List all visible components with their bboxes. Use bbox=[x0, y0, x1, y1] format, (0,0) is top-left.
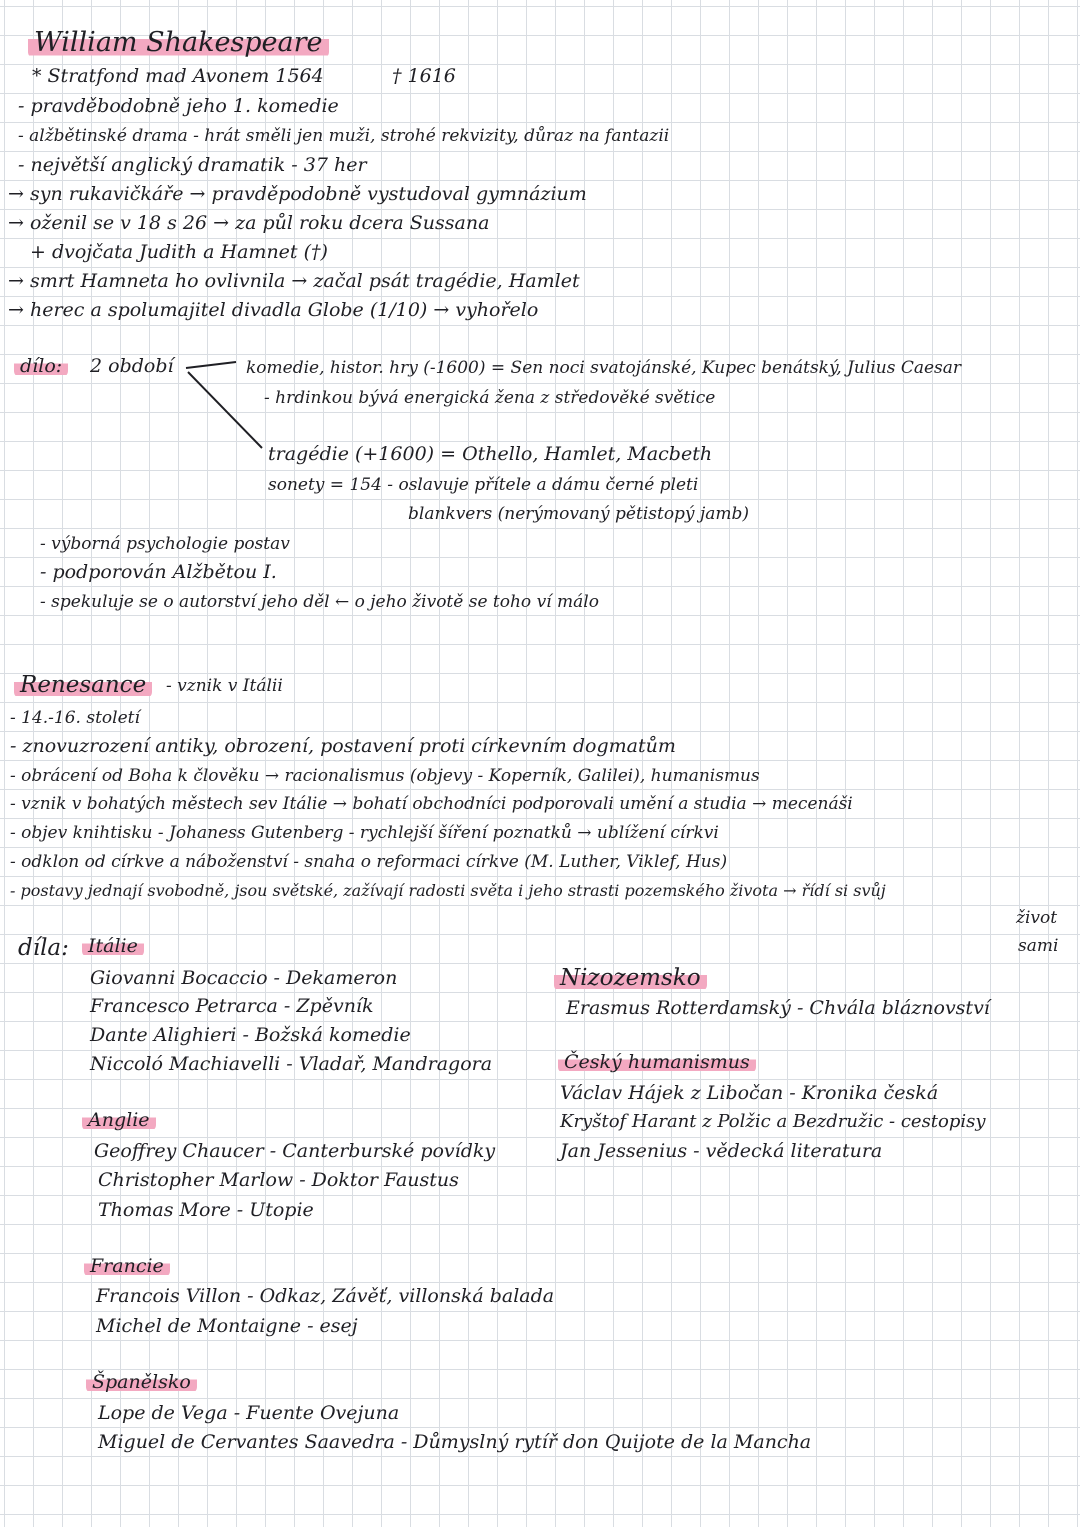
birth-line: * Stratfond mad Avonem 1564 bbox=[32, 65, 324, 87]
hrdinka-line: - hrdinkou bývá energická žena z středověké světice bbox=[264, 388, 716, 408]
renesance-line: - objev knihtisku - Johaness Gutenberg - rychlejší šíření poznatků → ublížení církvi bbox=[10, 823, 719, 843]
note-line: - spekuluje se o autorství jeho děl ← o jeho životě se toho ví málo bbox=[40, 592, 599, 612]
bio-line: → syn rukavičkáře → pravděpodobně vystudoval gymnázium bbox=[8, 183, 587, 205]
bio-line: - pravděbodobně jeho 1. komedie bbox=[18, 95, 339, 117]
country-nizozemsko: Nizozemsko bbox=[554, 964, 707, 992]
author-line: Miguel de Cervantes Saavedra - Důmyslný rytíř don Quijote de la Mancha bbox=[98, 1431, 812, 1453]
renesance-line: - obrácení od Boha k člověku → racionalismus (objevy - Koperník, Galilei), humanismus bbox=[10, 766, 760, 786]
renesance-wrap: sami bbox=[1018, 936, 1059, 956]
shakespeare-title: William Shakespeare bbox=[28, 26, 329, 60]
author-line: Kryštof Harant z Polžic a Bezdružic - cestopisy bbox=[560, 1111, 986, 1132]
author-line: Thomas More - Utopie bbox=[98, 1199, 314, 1221]
bio-line: - alžbětinské drama - hrát směli jen muži, strohé rekvizity, důraz na fantazii bbox=[18, 126, 670, 146]
bio-line: + dvojčata Judith a Hamnet (†) bbox=[30, 241, 328, 263]
renesance-line: - 14.-16. století bbox=[10, 708, 140, 728]
renesance-line: - vznik v bohatých městech sev Itálie → bohatí obchodníci podporovali umění a studia → mecenáši bbox=[10, 794, 853, 814]
renesance-title: Renesance bbox=[14, 671, 152, 699]
renesance-origin: - vznik v Itálii bbox=[166, 676, 283, 696]
dila-label: díla: bbox=[18, 935, 69, 961]
renesance-line: - znovuzrození antiky, obrození, postavení proti církevním dogmatům bbox=[10, 735, 676, 757]
renesance-wrap: život bbox=[1016, 908, 1058, 928]
obdobi: 2 období bbox=[90, 355, 174, 377]
country-francie: Francie bbox=[84, 1254, 170, 1278]
author-line: Francois Villon - Odkaz, Závěť, villonská balada bbox=[96, 1285, 555, 1307]
bio-line: → herec a spolumajitel divadla Globe (1/10) → vyhořelo bbox=[8, 299, 539, 321]
country-italie: Itálie bbox=[82, 934, 144, 958]
author-line: Giovanni Bocaccio - Dekameron bbox=[90, 967, 398, 989]
renesance-line: - postavy jednají svobodně, jsou světské, zažívají radosti světa i jeho strasti pozemského života → řídí si svůj bbox=[10, 881, 886, 900]
author-line: Lope de Vega - Fuente Ovejuna bbox=[98, 1402, 400, 1424]
author-line: Dante Alighieri - Božská komedie bbox=[90, 1024, 411, 1046]
author-line: Niccoló Machiavelli - Vladař, Mandragora bbox=[90, 1053, 493, 1075]
renesance-line: - odklon od církve a náboženství - snaha o reformaci církve (M. Luther, Viklef, Hus) bbox=[10, 852, 728, 872]
note-line: - podporován Alžbětou I. bbox=[40, 561, 277, 583]
author-line: Geoffrey Chaucer - Canterburské povídky bbox=[94, 1140, 496, 1162]
note-line: - výborná psychologie postav bbox=[40, 534, 290, 554]
author-line: Erasmus Rotterdamský - Chvála bláznovství bbox=[566, 997, 990, 1019]
dilo-label: dílo: bbox=[14, 354, 68, 378]
komedie-line: komedie, histor. hry (-1600) = Sen noci svatojánské, Kupec benátský, Julius Caesar bbox=[246, 358, 962, 378]
country-anglie: Anglie bbox=[82, 1108, 156, 1132]
author-line: Václav Hájek z Libočan - Kronika česká bbox=[560, 1082, 939, 1104]
author-line: Michel de Montaigne - esej bbox=[96, 1315, 358, 1337]
sonety-line: sonety = 154 - oslavuje přítele a dámu černé pleti bbox=[268, 475, 699, 495]
tragedie-line: tragédie (+1600) = Othello, Hamlet, Macbeth bbox=[268, 443, 713, 465]
bio-line: - největší anglický dramatik - 37 her bbox=[18, 154, 367, 176]
death-line: † 1616 bbox=[392, 65, 456, 87]
author-line: Jan Jessenius - vědecká literatura bbox=[560, 1140, 883, 1162]
country-spanelsko: Španělsko bbox=[86, 1370, 197, 1394]
author-line: Francesco Petrarca - Zpěvník bbox=[90, 995, 374, 1017]
bio-line: → oženil se v 18 s 26 → za půl roku dcera Sussana bbox=[8, 212, 490, 234]
blankvers-line: blankvers (nerýmovaný pětistopý jamb) bbox=[408, 504, 749, 524]
author-line: Christopher Marlow - Doktor Faustus bbox=[98, 1169, 459, 1191]
bio-line: → smrt Hamneta ho ovlivnila → začal psát tragédie, Hamlet bbox=[8, 270, 580, 292]
country-cesky: Český humanismus bbox=[558, 1050, 756, 1074]
